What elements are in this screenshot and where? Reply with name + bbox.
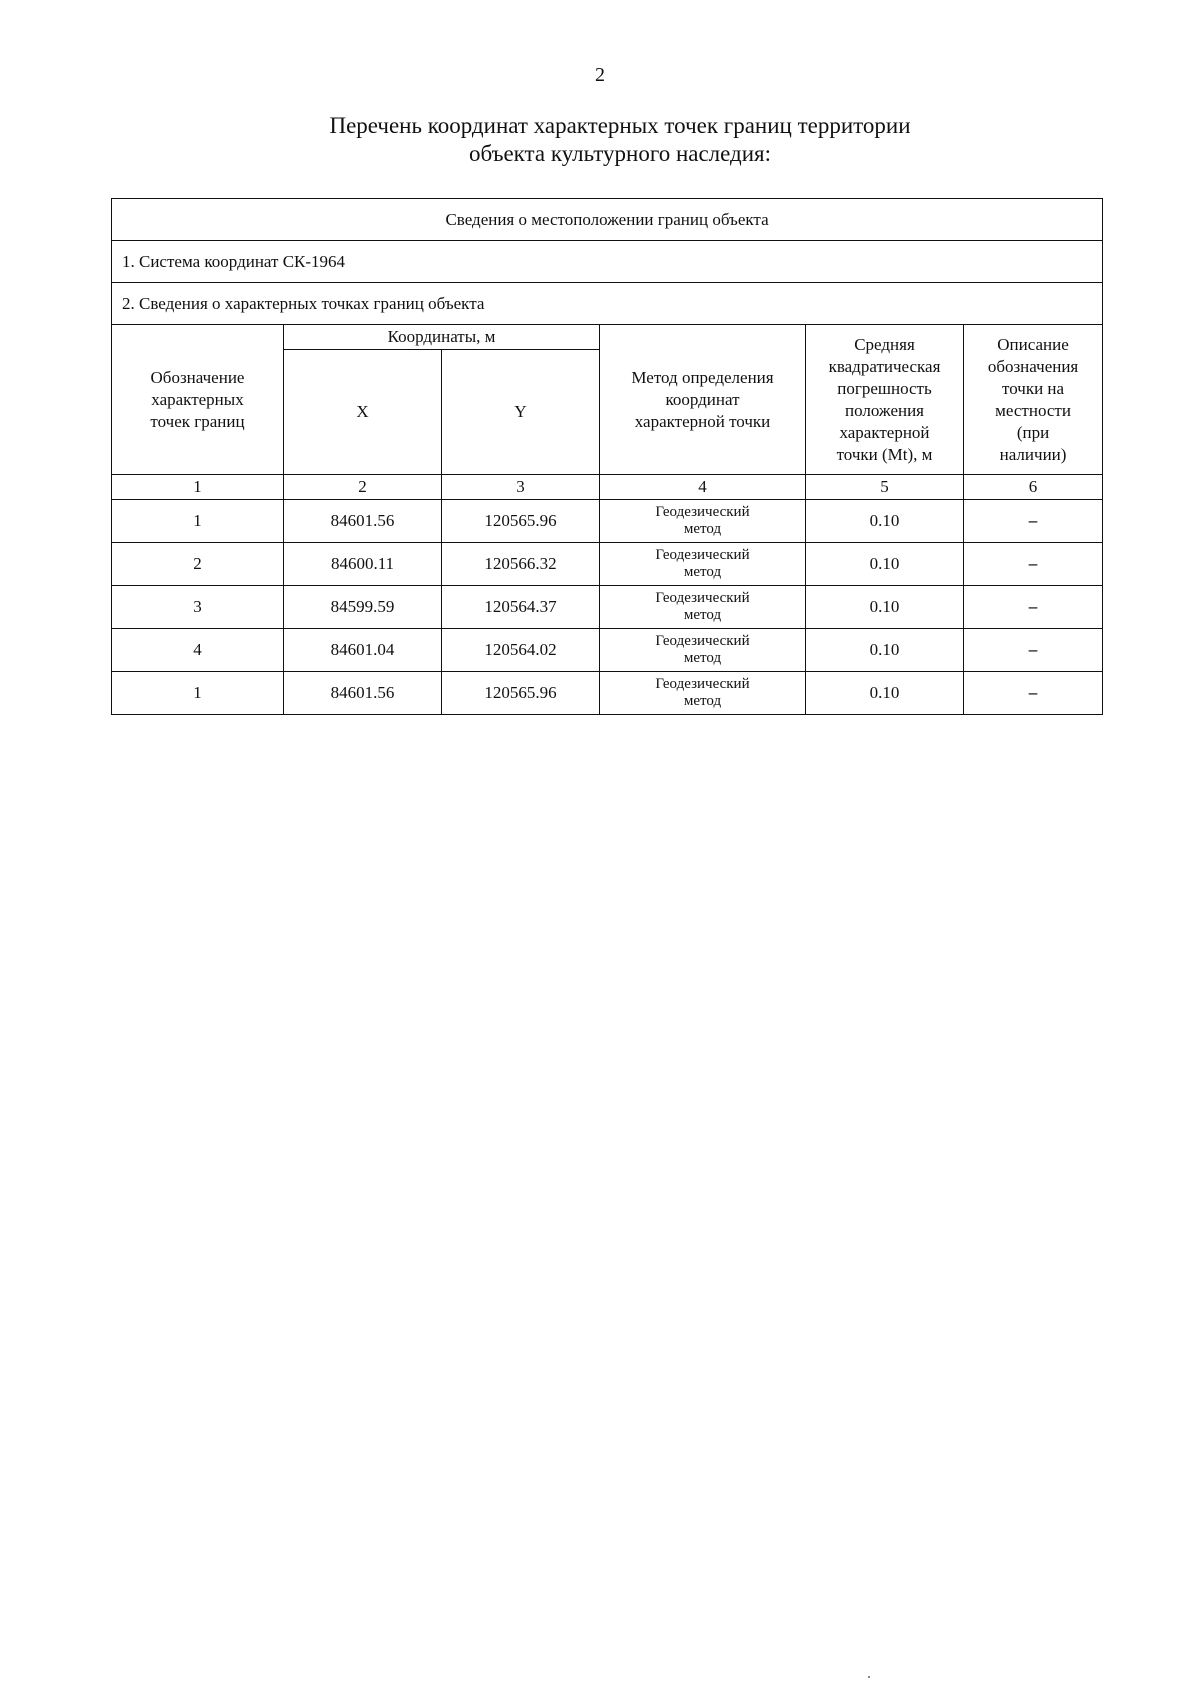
method-cell bbox=[600, 629, 806, 672]
table-row bbox=[112, 629, 1103, 672]
header-error-line: Средняя bbox=[854, 334, 915, 354]
method-line: Геодезический bbox=[655, 504, 750, 520]
header-error-line: характерной bbox=[839, 422, 930, 442]
header-method bbox=[600, 325, 806, 475]
table-row bbox=[112, 500, 1103, 543]
method-line: Геодезический bbox=[655, 547, 750, 563]
table-row bbox=[112, 586, 1103, 629]
header-error-line: погрешность bbox=[837, 378, 932, 398]
coordinate-y: 120564.02 bbox=[442, 629, 600, 672]
method-line: Геодезический bbox=[655, 633, 750, 649]
coordinate-y: 120566.32 bbox=[442, 543, 600, 586]
header-description-line: точки на bbox=[1002, 378, 1065, 398]
coordinate-y: 120565.96 bbox=[442, 500, 600, 543]
column-numbers-row bbox=[112, 475, 1103, 500]
point-designation: 4 bbox=[112, 629, 284, 672]
method-cell bbox=[600, 586, 806, 629]
method-line: метод bbox=[683, 650, 722, 666]
error-value: 0.10 bbox=[806, 500, 964, 543]
method-line: Геодезический bbox=[655, 676, 750, 692]
header-method-line: Метод определения bbox=[631, 367, 774, 387]
table-row bbox=[112, 672, 1103, 715]
description-value: – bbox=[964, 500, 1103, 543]
method-cell bbox=[600, 672, 806, 715]
header-x: X bbox=[284, 350, 442, 475]
scan-speck bbox=[868, 1676, 870, 1678]
method-line: метод bbox=[683, 693, 722, 709]
point-designation: 1 bbox=[112, 672, 284, 715]
header-designation-line: точек границ bbox=[150, 411, 245, 431]
description-value: – bbox=[964, 586, 1103, 629]
header-method-line: координат bbox=[665, 389, 740, 409]
coordinate-y: 120564.37 bbox=[442, 586, 600, 629]
error-value: 0.10 bbox=[806, 543, 964, 586]
header-designation-line: характерных bbox=[151, 389, 244, 409]
description-value: – bbox=[964, 543, 1103, 586]
document-title-line-1: Перечень координат характерных точек границ территории bbox=[329, 113, 911, 138]
header-description-line: обозначения bbox=[987, 356, 1079, 376]
method-line: метод bbox=[683, 564, 722, 580]
error-value: 0.10 bbox=[806, 586, 964, 629]
header-error-line: точки (Mt), м bbox=[836, 444, 933, 464]
column-number: 6 bbox=[964, 475, 1103, 500]
coordinate-x: 84601.56 bbox=[284, 672, 442, 715]
method-line: Геодезический bbox=[655, 590, 750, 606]
method-line: метод bbox=[683, 521, 722, 537]
header-description-line: Описание bbox=[997, 334, 1069, 354]
header-designation-line: Обозначение bbox=[150, 367, 245, 387]
error-value: 0.10 bbox=[806, 629, 964, 672]
header-error-line: квадратическая bbox=[828, 356, 941, 376]
column-number: 3 bbox=[442, 475, 600, 500]
method-cell bbox=[600, 543, 806, 586]
header-error bbox=[806, 325, 964, 475]
point-designation: 1 bbox=[112, 500, 284, 543]
point-designation: 3 bbox=[112, 586, 284, 629]
header-y: Y bbox=[442, 350, 600, 475]
coordinate-x: 84601.04 bbox=[284, 629, 442, 672]
header-description-line: наличии) bbox=[999, 444, 1067, 464]
section-header: Сведения о местоположении границ объекта bbox=[112, 199, 1103, 241]
error-value: 0.10 bbox=[806, 672, 964, 715]
points-header-row: 2. Сведения о характерных точках границ объекта bbox=[112, 283, 1103, 325]
header-error-line: положения bbox=[844, 400, 924, 420]
column-number: 2 bbox=[284, 475, 442, 500]
header-coordinates-group: Координаты, м bbox=[284, 325, 600, 350]
header-method-line: характерной точки bbox=[634, 411, 771, 431]
coordinate-x: 84601.56 bbox=[284, 500, 442, 543]
column-number: 4 bbox=[600, 475, 806, 500]
coordinates-table bbox=[111, 198, 1103, 715]
coordinate-y: 120565.96 bbox=[442, 672, 600, 715]
table-row bbox=[112, 543, 1103, 586]
header-description bbox=[964, 325, 1103, 475]
method-cell bbox=[600, 500, 806, 543]
method-line: метод bbox=[683, 607, 722, 623]
column-number: 5 bbox=[806, 475, 964, 500]
header-description-line: местности bbox=[995, 400, 1071, 420]
document-title-line-2: объекта культурного наследия: bbox=[468, 141, 772, 166]
column-number: 1 bbox=[112, 475, 284, 500]
description-value: – bbox=[964, 672, 1103, 715]
header-description-line: (при bbox=[1016, 422, 1050, 442]
coordinate-x: 84599.59 bbox=[284, 586, 442, 629]
coordinate-x: 84600.11 bbox=[284, 543, 442, 586]
coordinate-system-row: 1. Система координат СК-1964 bbox=[112, 241, 1103, 283]
page-number: 2 bbox=[595, 64, 605, 86]
document-title bbox=[200, 112, 1040, 168]
header-designation bbox=[112, 325, 284, 475]
point-designation: 2 bbox=[112, 543, 284, 586]
description-value: – bbox=[964, 629, 1103, 672]
